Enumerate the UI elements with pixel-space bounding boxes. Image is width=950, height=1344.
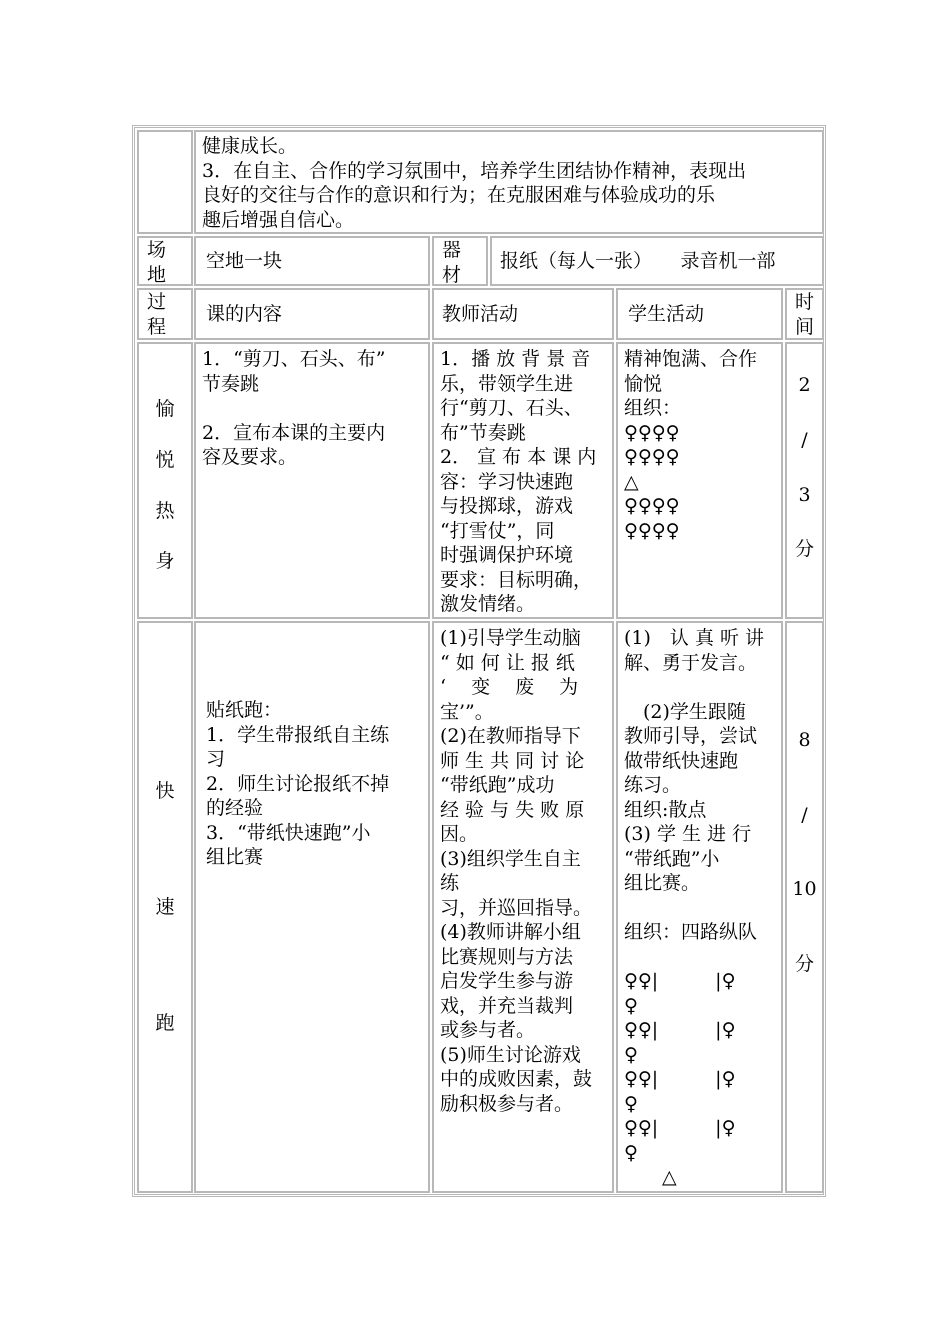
sprint-teacher-line: (3)组织学生自主 [440,847,581,870]
sprint-time: / [801,803,808,826]
sprint-student-line [624,896,775,921]
formation-row: ♀♀| |♀ [624,1117,736,1139]
header-process: 过 [147,291,167,313]
sprint-time: 10 [792,878,817,900]
sprint-teacher-line: (1)引导学生动脑 [440,627,581,649]
sprint-teacher-line: 师 生 共 同 讨 论 [440,749,585,772]
equipment-label: 材 [442,263,462,286]
goals-line: 健康成长。 [202,135,298,157]
warmup-teacher-line: 1．播 放 背 景 音 [440,348,591,370]
sprint-teacher-line: (4)教师讲解小组 [440,921,581,943]
sprint-student-cell [616,621,783,1193]
equipment-label: 器 [442,239,462,261]
warmup-time: 2 [798,374,811,397]
header-content: 课的内容 [206,302,283,325]
warmup-content-line: 节奏跳 [202,372,260,395]
sprint-stage-char: 快 [155,779,175,802]
sprint-student-line: 组织：四路纵队 [624,921,758,943]
teacher-marker: △ [624,1166,677,1188]
sprint-content-line: 2．师生讨论报纸不掉 [206,772,390,795]
warmup-stage-cell [137,342,193,619]
equipment-value-cell [490,236,824,286]
warmup-student-line: 愉悦 [624,372,663,395]
sprint-student-line: “带纸跑”小 [624,847,720,870]
warmup-teacher-line: 2． 宣 布 本 课 内 [440,446,597,468]
formation-row: ♀ [624,994,638,1017]
sprint-teacher-line: 启发学生参与游 [440,970,574,992]
warmup-content-cell [194,342,430,619]
warmup-time: 分 [794,538,814,561]
sprint-student-line: 教师引导，尝试 [624,725,758,747]
formation-row: ♀♀♀♀ [624,495,680,517]
header-time: 时 [795,291,815,313]
warmup-time: / [801,428,808,451]
sprint-student-line: (1) 认 真 听 讲 [624,627,765,649]
venue-label-cell [137,236,193,286]
sprint-teacher-line: (5)师生讨论游戏 [440,1043,581,1066]
sprint-teacher-line: (2)在教师指导下 [440,725,581,747]
sprint-teacher-line: 练 [440,872,460,894]
warmup-student-cell [616,342,783,619]
formation-row: ♀♀♀♀ [624,446,680,468]
warmup-teacher-line: 时强调保护环境 [440,544,574,566]
sprint-student-line: 练习。 [624,774,682,796]
header-process-cell [137,288,193,340]
formation-row: ♀♀| |♀ [624,970,736,992]
warmup-teacher-cell [432,342,614,619]
sprint-time: 8 [798,729,811,751]
sprint-student-line [624,675,775,700]
warmup-teacher-line: 容：学习快速跑 [440,470,574,493]
venue-value-cell [194,236,430,286]
warmup-content-line: 2．宣布本课的主要内 [202,421,386,444]
warmup-student-line: 精神饱满、合作 [624,348,758,370]
header-time: 间 [795,315,815,338]
goals-line: 3．在自主、合作的学习氛围中，培养学生团结协作精神，表现出 [202,159,747,182]
sprint-teacher-line: 经 验 与 失 败 原 [440,798,585,821]
goals-cell [194,130,824,234]
sprint-content-line: 3．“带纸快速跑”小 [206,821,371,844]
equipment-value: 报纸（每人一张） 录音机一部 [500,249,776,272]
formation-row: ♀♀♀♀ [624,421,680,444]
warmup-teacher-line: 行“剪刀、石头、 [440,397,583,419]
sprint-content-cell [194,621,430,1193]
formation-row: ♀♀| |♀ [624,1068,736,1090]
sprint-stage-char: 速 [155,895,175,918]
formation-row: ♀♀| |♀ [624,1019,736,1041]
warmup-teacher-line: 要求：目标明确， [440,568,593,591]
sprint-student-line [624,945,775,970]
sprint-teacher-line: 或参与者。 [440,1019,536,1041]
warmup-teacher-line: 乐，带领学生进 [440,372,574,395]
header-teacher: 教师活动 [442,302,519,325]
lesson-plan-table [132,125,826,1197]
header-student-cell [616,288,783,340]
sprint-time: 分 [794,952,814,975]
warmup-stage-char: 身 [155,550,175,573]
header-process: 程 [147,315,167,338]
sprint-teacher-cell [432,621,614,1193]
goals-line: 良好的交往与合作的意识和行为；在克服困难与体验成功的乐 [202,184,716,206]
sprint-content-line: 习 [206,748,226,770]
formation-row: ♀ [624,1092,638,1115]
warmup-teacher-line: 与投掷球，游戏 [440,495,574,517]
sprint-teacher-line: 因。 [440,823,479,845]
sprint-teacher-line: 励积极参与者。 [440,1092,574,1115]
sprint-student-line: 组织:散点 [624,798,707,821]
sprint-student-line: 解、勇于发言。 [624,651,758,674]
warmup-stage-char: 悦 [155,448,175,471]
sprint-teacher-line: 比赛规则与方法 [440,945,574,968]
warmup-time-cell [785,342,824,619]
venue-value: 空地一块 [206,249,283,272]
sprint-content-line: 的经验 [206,797,264,819]
sprint-content-line: 1．学生带报纸自主练 [206,723,390,746]
header-student: 学生活动 [628,302,705,325]
sprint-teacher-line: “带纸跑”成功 [440,774,555,796]
warmup-content-line: 1．“剪刀、石头、布” [202,348,386,370]
sprint-content-line: 组比赛 [206,846,264,868]
header-time-cell [785,288,824,340]
sprint-teacher-line: 中的成败因素，鼓 [440,1068,593,1090]
formation-row: ♀ [624,1043,638,1066]
equipment-label-cell [432,236,488,286]
sprint-time-cell [785,621,824,1193]
sprint-content-line: 贴纸跑： [206,699,283,721]
warmup-teacher-line: 布”节奏跳 [440,421,526,444]
sprint-stage-char: 跑 [155,1011,175,1034]
teacher-marker: △ [624,470,639,493]
warmup-teacher-line: 激发情绪。 [440,593,536,615]
formation-row: ♀♀♀♀ [624,519,680,542]
sprint-student-line: 做带纸快速跑 [624,749,739,772]
warmup-student-line: 组织： [624,397,682,419]
sprint-stage-cell [137,621,193,1193]
warmup-content-line: 容及要求。 [202,446,298,468]
sprint-student-line: (3) 学 生 进 行 [624,823,752,845]
warmup-stage-char: 热 [155,499,175,522]
venue-label: 场 [147,239,167,261]
sprint-teacher-line: 宝’”。 [440,700,494,723]
warmup-time: 3 [798,483,811,506]
formation-row: ♀ [624,1141,638,1164]
sprint-student-line: 组比赛。 [624,872,701,894]
header-content-cell [194,288,430,340]
sprint-teacher-line: 习，并巡回指导。 [440,896,593,919]
header-teacher-cell [432,288,614,340]
goals-blank-cell [137,130,193,234]
sprint-teacher-line: ‘ 变 废 为 [440,676,579,698]
venue-label: 地 [147,263,167,286]
warmup-teacher-line: “打雪仗”，同 [440,519,555,542]
goals-line: 趣后增强自信心。 [202,208,355,231]
sprint-student-line: (2)学生跟随 [624,700,746,723]
sprint-teacher-line: “ 如 何 让 报 纸 [440,651,575,674]
sprint-teacher-line: 戏，并充当裁判 [440,994,574,1017]
warmup-stage-char: 愉 [155,398,175,421]
warmup-content-line [202,396,422,421]
